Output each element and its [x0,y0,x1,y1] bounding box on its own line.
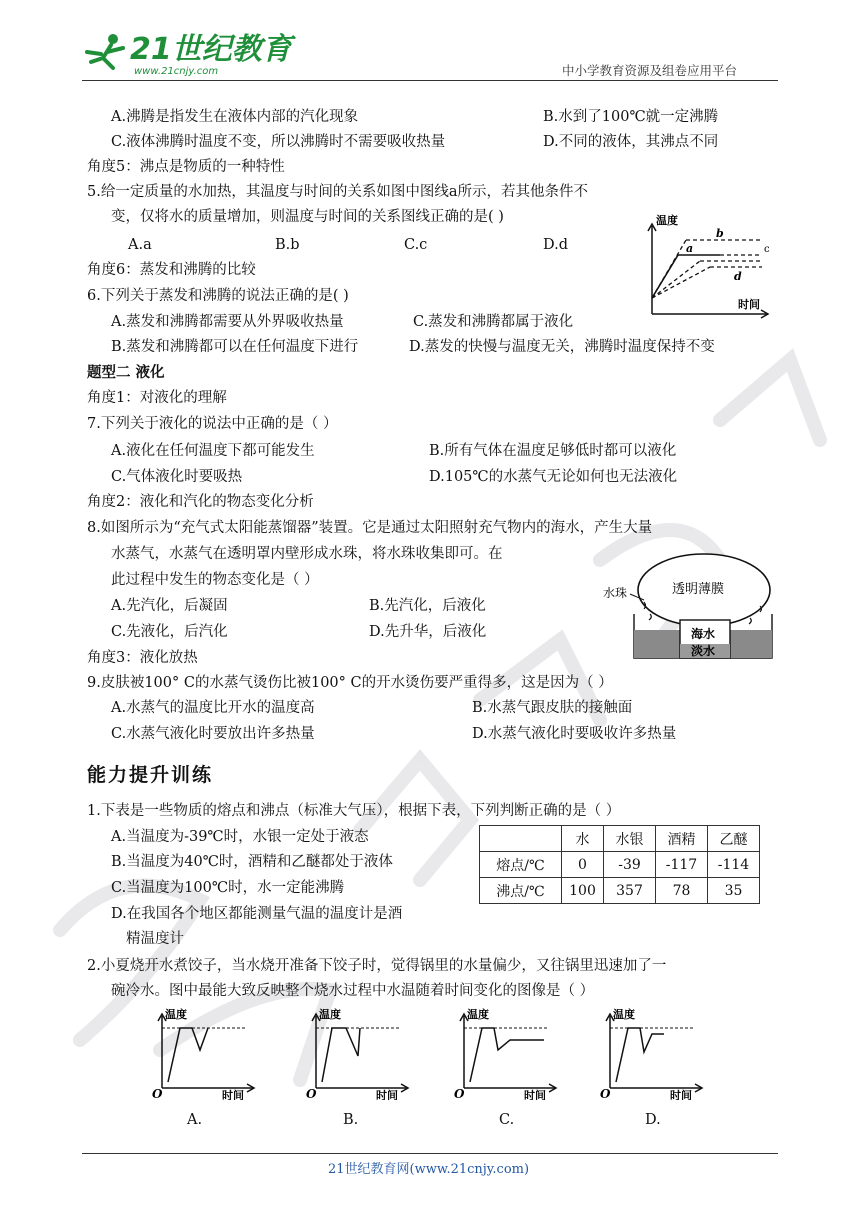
q9-option-c: C.水蒸气液化时要放出许多热量 [111,726,315,742]
q8-option-b: B.先汽化，后液化 [369,598,486,614]
q7-option-b: B.所有气体在温度足够低时都可以液化 [429,443,677,459]
q5-line-c: c [764,244,770,255]
p2-stem-2: 碗冷水。图中最能大致反映整个烧水过程中水温随着时间变化的图像是（ ） [111,983,595,999]
q7-option-a: A.液化在任何温度下都可能发生 [111,443,315,459]
gb-origin: O [306,1087,317,1100]
q4-option-d: D.不同的液体，其沸点不同 [543,134,719,150]
p1-option-d-1: D.在我国各个地区都能测量气温的温度计是酒 [111,906,403,922]
q5-option-b: B.b [275,237,300,253]
p1-option-b: B.当温度为40℃时，酒精和乙醚都处于液体 [111,854,393,870]
q4-option-c: C.液体沸腾时温度不变，所以沸腾时不需要吸收热量 [111,134,446,150]
q8-option-a: A.先汽化，后凝固 [111,598,228,614]
platform-name: 中小学教育资源及组卷应用平台 [562,63,738,78]
table-header-cell: 酒精 [656,826,708,852]
q8-stem-3: 此过程中发生的物态变化是（ ） [111,572,319,588]
logo-main: 21世纪教育 [130,32,292,67]
q9-option-b: B.水蒸气跟皮肤的接触面 [472,700,633,716]
table-cell: 78 [656,878,708,904]
gd-xlabel: 时间 [670,1089,692,1100]
still-drop-label: 水珠 [603,586,628,600]
q7-option-c: C.气体液化时要吸热 [111,469,243,485]
table-cell: 35 [708,878,760,904]
q5-line-b: b [716,227,724,240]
table-header-row [480,826,760,852]
graph-option-a [150,1004,262,1100]
table-row [480,878,760,904]
table-cell: 100 [562,878,604,904]
table-cell: -117 [656,852,708,878]
gc-xlabel: 时间 [524,1089,546,1100]
table-cell: 357 [604,878,656,904]
type2-heading: 题型二 液化 [87,365,165,381]
p1-option-a: A.当温度为-39℃时，水银一定处于液态 [111,829,369,845]
q6-stem: 6.下列关于蒸发和沸腾的说法正确的是( ) [87,288,349,304]
q6-option-a: A.蒸发和沸腾都需要从外界吸收热量 [111,314,344,330]
graph-label-b: B. [343,1112,359,1128]
q7-option-d: D.105℃的水蒸气无论如何也无法液化 [429,469,678,485]
p1-option-d-2: 精温度计 [126,931,184,947]
p2-stem-1: 2.小夏烧开水煮饺子，当水烧开准备下饺子时，觉得锅里的水量偏少，又往锅里迅速加了一 [87,958,667,974]
q6-option-d: D.蒸发的快慢与温度无关，沸腾时温度保持不变 [409,339,715,355]
runner-logo-icon [83,32,131,74]
table-header-cell: 水 [562,826,604,852]
p1-option-c: C.当温度为100℃时，水一定能沸腾 [111,880,345,896]
graph-label-d: D. [645,1112,661,1128]
solar-still-diagram [600,548,780,660]
p1-stem: 1.下表是一些物质的熔点和沸点（标准大气压），根据下表，下列判断正确的是（ ） [87,803,621,819]
q5-option-a: A.a [128,237,152,253]
graph-option-b [304,1004,416,1100]
gb-xlabel: 时间 [376,1089,398,1100]
footer-link[interactable]: 21世纪教育网(www.21cnjy.com) [328,1162,530,1177]
footer-divider [82,1153,778,1154]
q8-stem-2: 水蒸气，水蒸气在透明罩内壁形成水珠，将水珠收集即可。在 [111,546,503,562]
q4-option-b: B.水到了100℃就一定沸腾 [543,109,719,125]
q5-ylabel: 温度 [656,214,678,227]
section-title: 能力提升训练 [87,764,214,786]
q7-stem: 7.下列关于液化的说法中正确的是（ ） [87,416,338,432]
q5-option-c: C.c [404,237,428,253]
q5-temperature-graph [640,212,780,320]
gb-ylabel: 温度 [319,1008,341,1021]
table-row [480,852,760,878]
angle6-heading: 角度6：蒸发和沸腾的比较 [87,262,256,278]
angle1-heading: 角度1：对液化的理解 [87,390,227,406]
q5-xlabel: 时间 [738,298,760,311]
q5-stem-1: 5.给一定质量的水加热，其温度与时间的关系如图中图线a所示，若其他条件不 [87,184,588,200]
table-cell: 沸点/℃ [480,878,562,904]
angle2-heading: 角度2：液化和汽化的物态变化分析 [87,494,314,510]
ga-origin: O [152,1087,163,1100]
angle3-heading: 角度3：液化放热 [87,650,198,666]
melting-boiling-table [479,825,760,904]
table-cell: 熔点/℃ [480,852,562,878]
still-sea-label: 海水 [691,627,716,641]
logo-url: www.21cnjy.com [134,66,219,77]
q5-line-d: d [734,270,742,283]
angle5-heading: 角度5：沸点是物质的一种特性 [87,159,285,175]
q4-option-a: A.沸腾是指发生在液体内部的汽化现象 [111,109,359,125]
q9-stem: 9.皮肤被100° C的水蒸气烫伤比被100° C的开水烫伤要严重得多，这是因为（ ） [87,675,613,691]
graph-label-c: C. [499,1112,515,1128]
q5-line-a: a [686,242,694,255]
q5-stem-2: 变，仅将水的质量增加，则温度与时间的关系图线正确的是( ) [111,209,504,225]
ga-xlabel: 时间 [222,1089,244,1100]
still-fresh-label: 淡水 [691,644,716,658]
q9-option-a: A.水蒸气的温度比开水的温度高 [111,700,315,716]
table-header-cell: 水银 [604,826,656,852]
q5-option-d: D.d [543,237,568,253]
table-header-cell [480,826,562,852]
still-film-label: 透明薄膜 [672,582,725,597]
q9-option-d: D.水蒸气液化时要吸收许多热量 [472,726,677,742]
table-cell: -39 [604,852,656,878]
q8-option-d: D.先升华，后液化 [369,624,487,640]
q8-stem-1: 8.如图所示为“充气式太阳能蒸馏器”装置。它是通过太阳照射充气物内的海水，产生大量 [87,520,653,536]
ga-ylabel: 温度 [165,1008,187,1021]
graph-option-d [598,1004,710,1100]
q8-option-c: C.先液化，后汽化 [111,624,228,640]
q6-option-b: B.蒸发和沸腾都可以在任何温度下进行 [111,339,359,355]
gc-origin: O [454,1087,465,1100]
gd-origin: O [600,1087,611,1100]
table-header-cell: 乙醚 [708,826,760,852]
gc-ylabel: 温度 [467,1008,489,1021]
q6-option-c: C.蒸发和沸腾都属于液化 [413,314,574,330]
gd-ylabel: 温度 [613,1008,635,1021]
graph-option-c [452,1004,564,1100]
graph-label-a: A. [187,1112,203,1128]
table-cell: -114 [708,852,760,878]
header-divider [82,80,778,81]
table-cell: 0 [562,852,604,878]
